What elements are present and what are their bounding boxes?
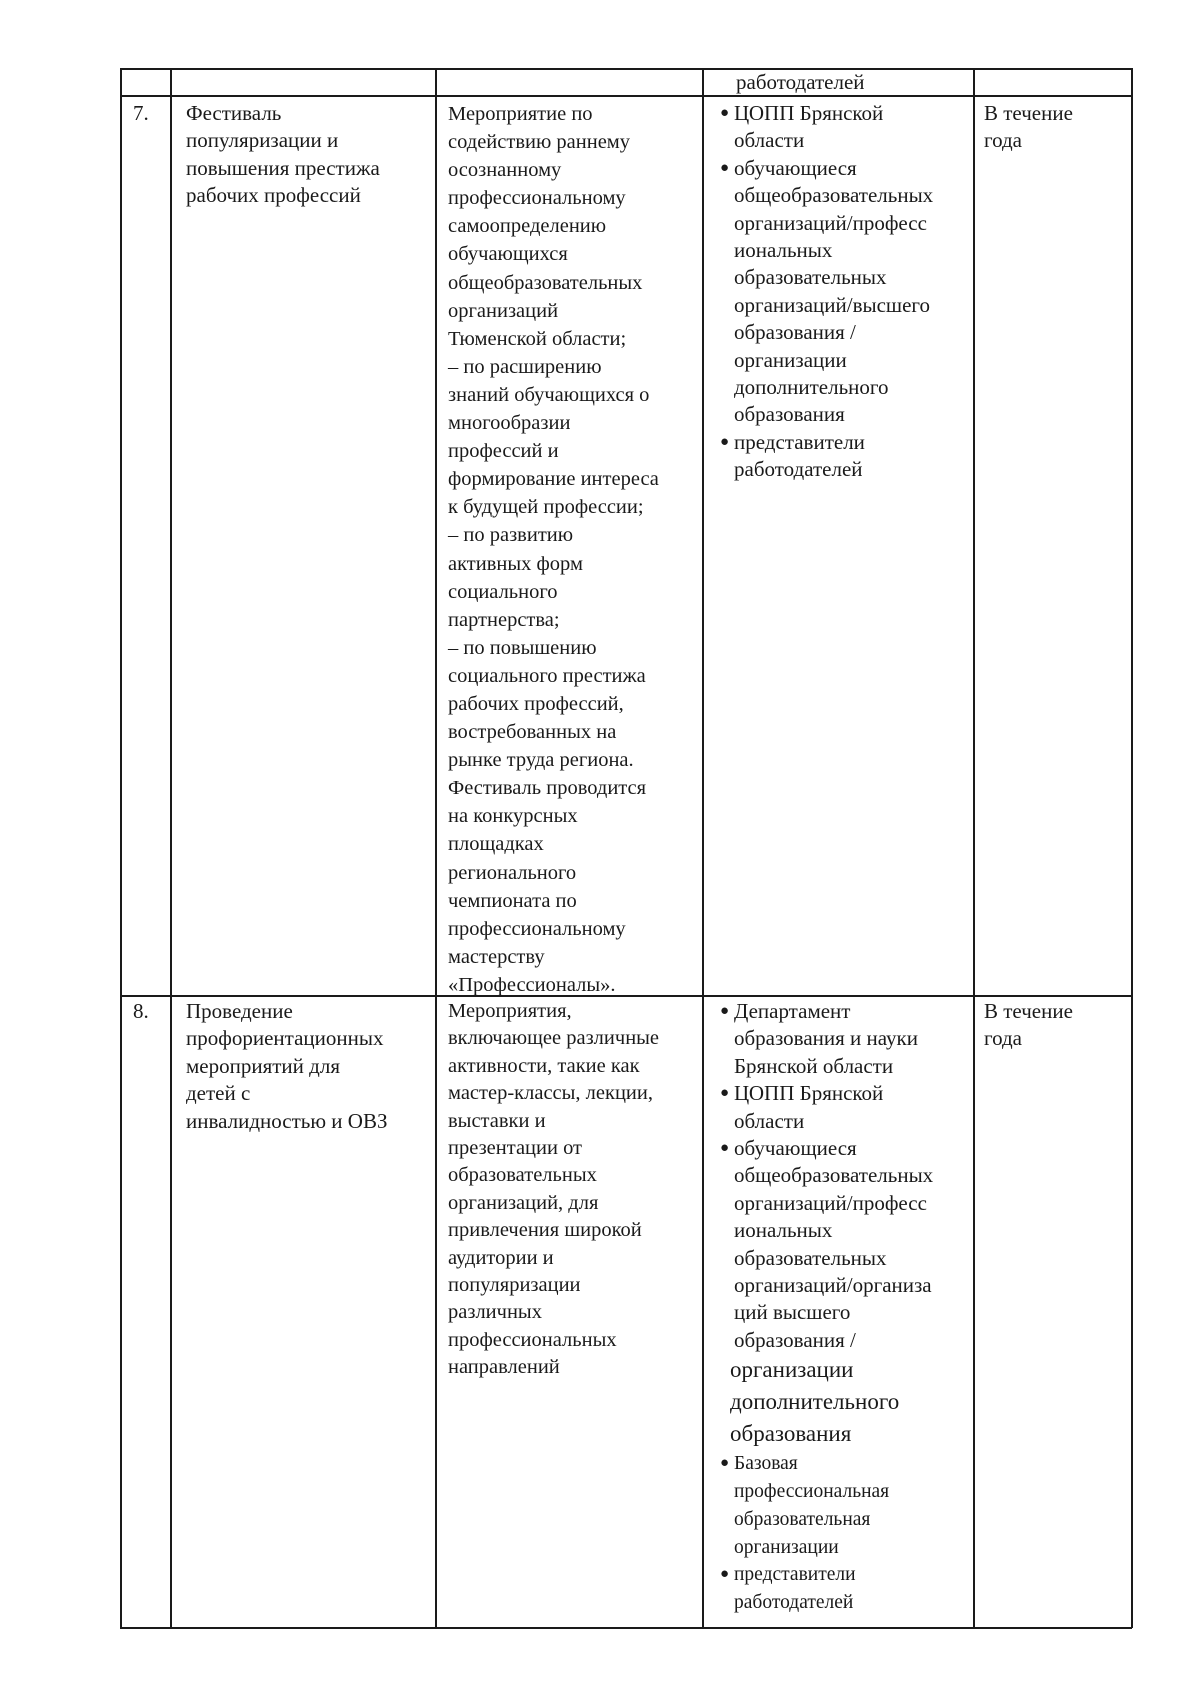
list-item	[718, 429, 968, 484]
row7-period: В течение года	[984, 101, 1073, 153]
participant-text: Департамент образования и науки Брянской области	[734, 999, 918, 1078]
list-item	[718, 1450, 968, 1561]
bullet-icon: ●	[720, 159, 730, 176]
participant-text: обучающиеся общеобразовательных организаций/професс иональных образовательных организаций/высшего образования / организации дополнительного образования	[734, 155, 934, 427]
list-item	[718, 1080, 968, 1135]
row7-number: 7.	[133, 101, 149, 125]
bullet-icon: ●	[720, 1455, 730, 1472]
participant-text: организации дополнительного образования	[730, 1357, 900, 1447]
list-item	[718, 998, 968, 1080]
top-row-participants-tail: работодателей	[736, 70, 865, 94]
bullet-icon: ●	[720, 1566, 730, 1583]
list-item	[718, 100, 968, 155]
bullet-icon: ●	[720, 1140, 730, 1157]
column-border-3	[702, 68, 704, 1628]
column-border-4	[973, 68, 975, 1628]
participant-text: представители работодателей	[734, 1564, 856, 1614]
column-border-left	[120, 68, 122, 1628]
row8-period: В течение года	[984, 999, 1073, 1051]
row7-participants-list	[718, 100, 968, 484]
row-separator-7	[120, 95, 1132, 97]
row8-number: 8.	[133, 999, 149, 1023]
row7-event-name: Фестиваль популяризации и повышения престижа рабочих профессий	[186, 101, 380, 208]
column-border-1	[170, 68, 172, 1628]
row8-participants-list	[718, 998, 968, 1617]
participant-text: Базовая профессиональная образовательная организации	[734, 1453, 890, 1558]
list-item	[718, 155, 968, 429]
list-item	[718, 1561, 968, 1617]
list-item	[718, 1135, 968, 1354]
list-item-continuation	[718, 1354, 968, 1450]
row8-event-name: Проведение профориентационных мероприятий для детей с инвалидностью и ОВЗ	[186, 999, 388, 1133]
table-bottom-border	[120, 1627, 1132, 1629]
column-border-right	[1131, 68, 1133, 1628]
bullet-icon: ●	[720, 433, 730, 450]
participant-text: ЦОПП Брянской области	[734, 101, 884, 153]
row8-event-description: Мероприятия, включающее различные активности, такие как мастер-классы, лекции, выставки и презентации от образовательных организаций, для привлечения широкой аудитории и популяризации различных профессиональных направлений	[448, 1000, 660, 1379]
table-top-border	[120, 68, 1132, 70]
bullet-icon: ●	[720, 1003, 730, 1019]
participant-text: представители работодателей	[734, 429, 865, 482]
bullet-icon: ●	[720, 105, 730, 121]
column-border-2	[435, 68, 437, 1628]
row7-event-description: Мероприятие по содействию раннему осознанному профессиональному самоопределению обучающихся общеобразовательных организаций Тюменской области; – по расширению знаний обучающихся о многообразии профессий и формирование интереса к будущей профессии; – по развитию активных форм социального партнерства; – по повышению социального престижа рабочих профессий, востребованных на рынке труда региона. Фестиваль проводится на конкурсных площадках регионального чемпионата по профессиональному мастерству «Профессионалы».	[448, 103, 659, 996]
participant-text: обучающиеся общеобразовательных организаций/професс иональных образовательных организаций/организа ций высшего образования /	[734, 1136, 934, 1352]
bullet-icon: ●	[720, 1085, 730, 1102]
participant-text: ЦОПП Брянской области	[734, 1081, 884, 1133]
